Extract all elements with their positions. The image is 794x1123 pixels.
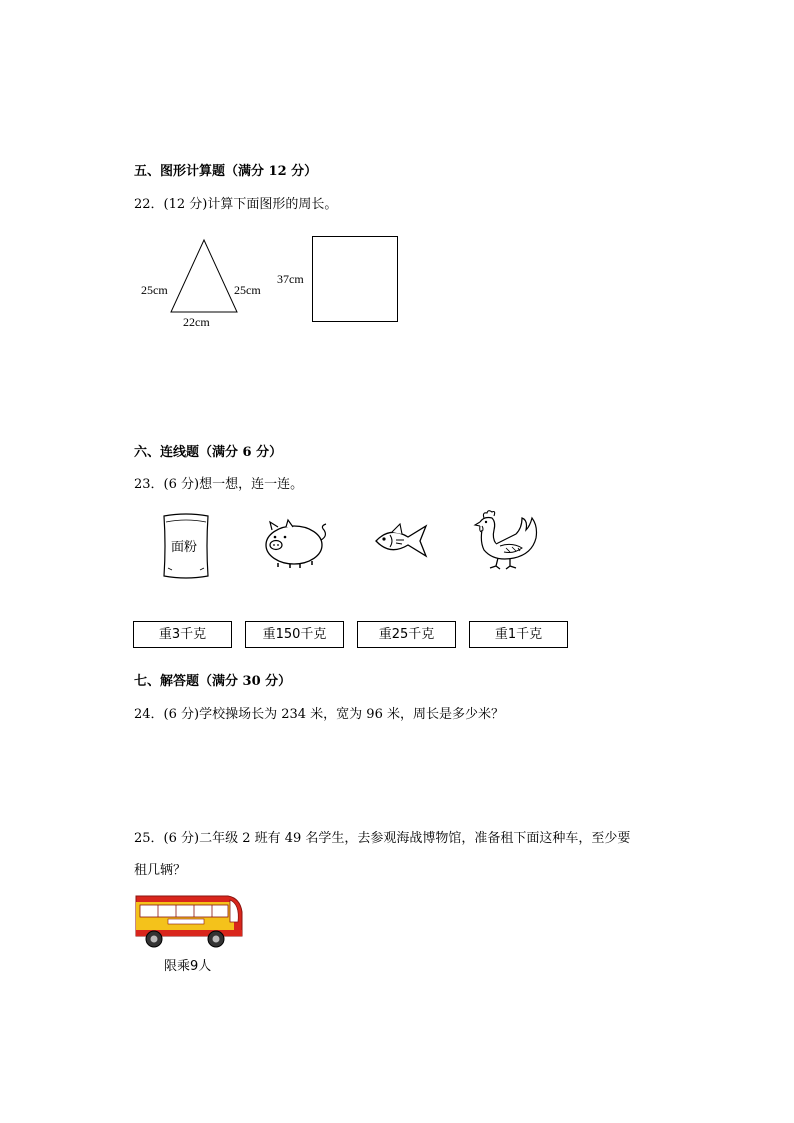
question-24: 24．(6 分)学校操场长为 234 米，宽为 96 米，周长是多少米？ <box>134 707 504 722</box>
weight-box-25kg[interactable]: 重25千克 <box>357 621 456 648</box>
weight-box-1kg[interactable]: 重1千克 <box>469 621 568 648</box>
flour-bag-picture <box>160 512 212 580</box>
question-22: 22．(12 分)计算下面图形的周长。 <box>134 197 338 212</box>
triangle-figure <box>168 238 240 314</box>
square-side-label: 37cm <box>277 272 304 286</box>
weight-box-3kg[interactable]: 重3千克 <box>133 621 232 648</box>
bus-caption: 限乘9人 <box>164 959 212 974</box>
bus-picture <box>132 892 244 950</box>
square-figure <box>312 236 398 322</box>
question-25-line-2: 租几辆？ <box>134 863 187 878</box>
hen-picture <box>470 508 544 574</box>
question-25-line-1: 25．(6 分)二年级 2 班有 49 名学生，去参观海战博物馆，准备租下面这种车，至少要 <box>134 831 631 846</box>
question-23: 23．(6 分)想一想，连一连。 <box>134 477 304 492</box>
fish-picture <box>372 522 430 560</box>
triangle-right-side-label: 25cm <box>234 283 261 297</box>
weight-box-150kg[interactable]: 重150千克 <box>245 621 344 648</box>
section-6-heading: 六、连线题（满分 6 分） <box>134 445 283 460</box>
flour-bag-label: 面粉 <box>171 540 198 555</box>
pig-picture <box>262 518 332 570</box>
section-7-heading: 七、解答题（满分 30 分） <box>134 674 292 689</box>
triangle-left-side-label: 25cm <box>141 283 168 297</box>
section-5-heading: 五、图形计算题（满分 12 分） <box>134 164 318 179</box>
triangle-base-label: 22cm <box>183 315 210 329</box>
